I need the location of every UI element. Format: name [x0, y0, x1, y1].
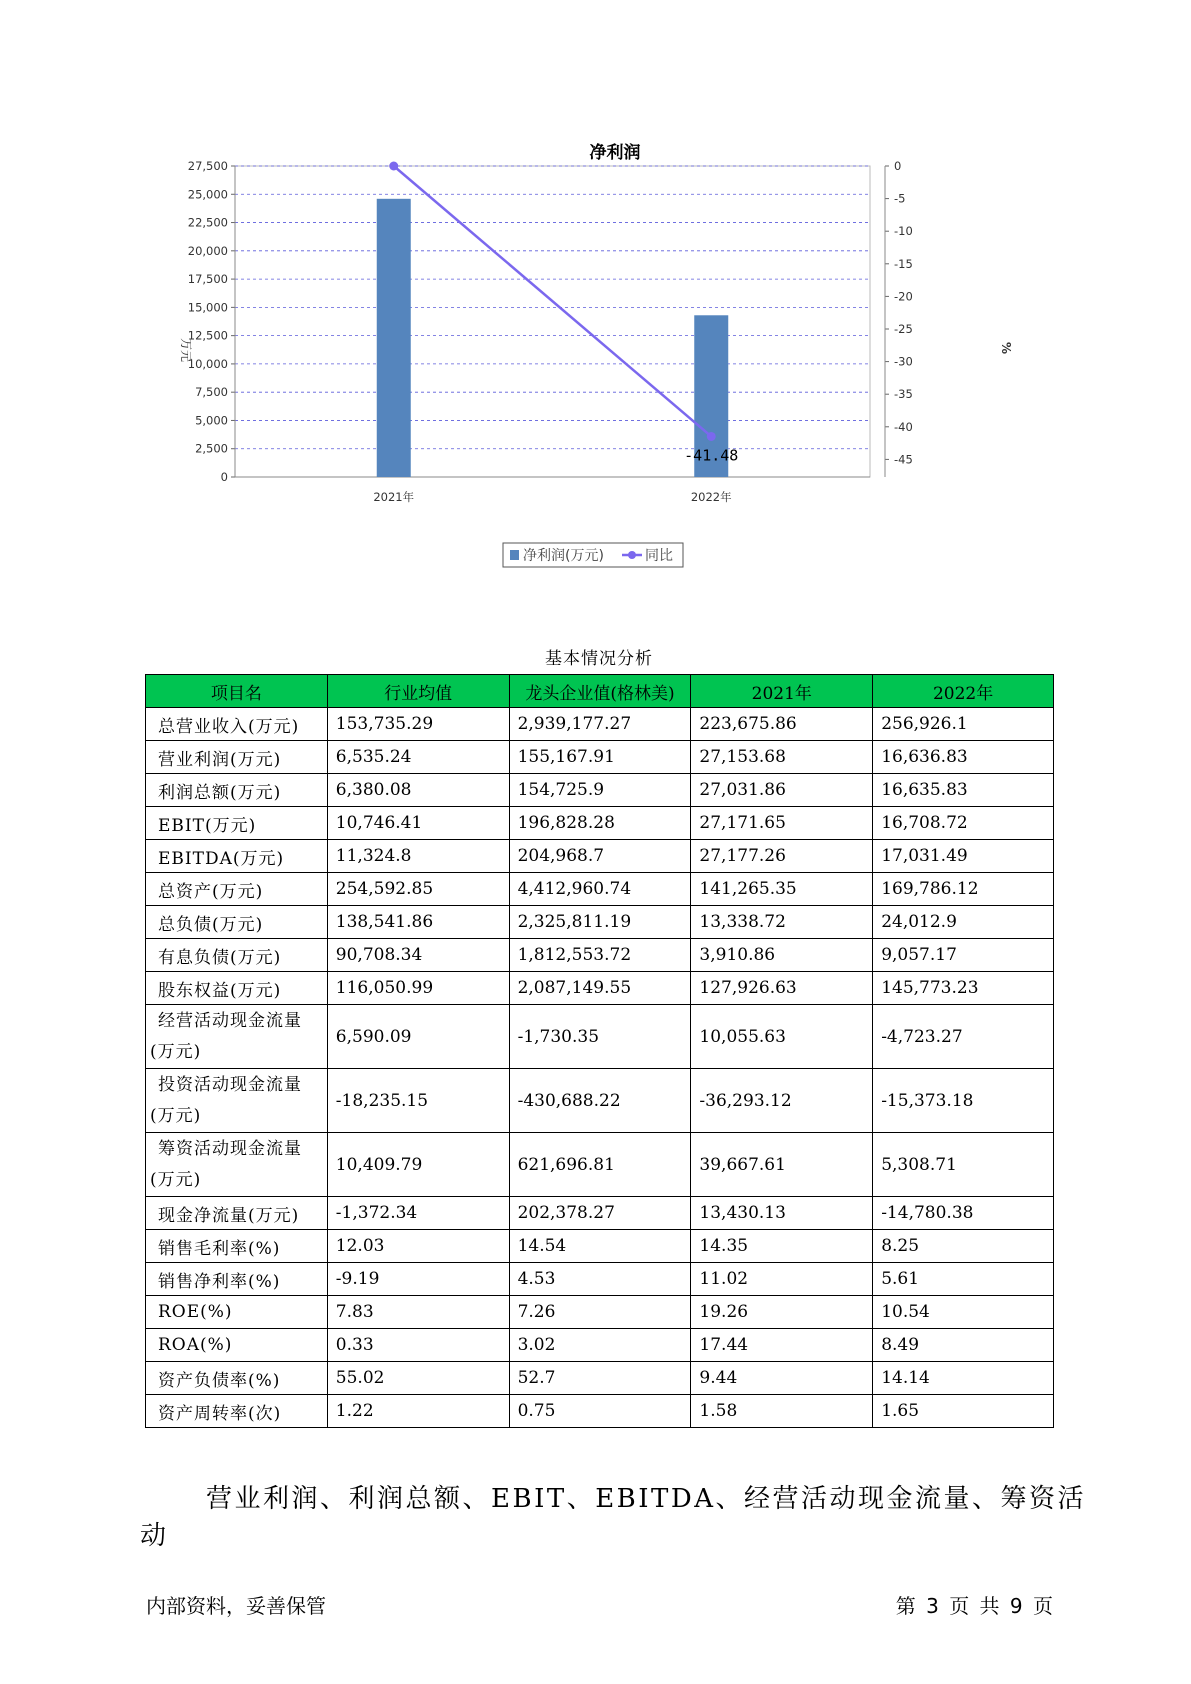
plot-area	[235, 166, 870, 477]
y-tick-label: 25,000	[187, 187, 228, 202]
row-value: 6,535.24	[327, 741, 509, 774]
chart-legend	[503, 543, 683, 567]
row-label	[146, 1069, 328, 1133]
row-value: 17.44	[691, 1329, 873, 1362]
y-tick-label: 20,000	[187, 243, 228, 258]
y-tick-label: 17,500	[187, 272, 228, 287]
table-row	[146, 1329, 1054, 1362]
y2-tick-label: -15	[894, 256, 913, 271]
row-label: EBIT(万元)	[146, 807, 328, 840]
row-value: -14,780.38	[873, 1197, 1054, 1230]
row-label: 利润总额(万元)	[146, 774, 328, 807]
row-value: 4.53	[509, 1263, 691, 1296]
table-row	[146, 873, 1054, 906]
footer-confidential: 内部资料，妥善保管	[146, 1594, 326, 1618]
row-value: 10.54	[873, 1296, 1054, 1329]
row-label: 资产周转率(次)	[146, 1395, 328, 1428]
row-value: 4,412,960.74	[509, 873, 691, 906]
row-value: 52.7	[509, 1362, 691, 1395]
row-label	[146, 1133, 328, 1197]
row-value: -36,293.12	[691, 1069, 873, 1133]
row-value: 1.65	[873, 1395, 1054, 1428]
row-value: 90,708.34	[327, 939, 509, 972]
table-row	[146, 774, 1054, 807]
row-value: 1.22	[327, 1395, 509, 1428]
y2-tick-label: -10	[894, 224, 913, 239]
row-value: 256,926.1	[873, 708, 1054, 741]
y2-tick-label: -30	[894, 354, 913, 369]
y-tick-label: 7,500	[195, 385, 228, 400]
y-tick-label: 5,000	[195, 413, 228, 428]
row-label-line1: 经营活动现金流量	[158, 1010, 302, 1031]
legend-swatch-marker	[628, 551, 636, 559]
row-label-line1: 投资活动现金流量	[158, 1074, 302, 1095]
line-point-yoy	[707, 432, 716, 441]
row-value: 11,324.8	[327, 840, 509, 873]
row-value: 2,939,177.27	[509, 708, 691, 741]
body-paragraph: 营业利润、利润总额、EBIT、EBITDA、经营活动现金流量、筹资活动	[140, 1484, 1087, 1551]
row-value: 169,786.12	[873, 873, 1054, 906]
footer-page-number: 第 3 页 共 9 页	[895, 1594, 1053, 1618]
row-label: ROA(%)	[146, 1329, 328, 1362]
row-value: 10,409.79	[327, 1133, 509, 1197]
row-value: 2,325,811.19	[509, 906, 691, 939]
row-label-line2: (万元)	[150, 1169, 202, 1190]
row-value: 127,926.63	[691, 972, 873, 1005]
table-row	[146, 972, 1054, 1005]
table-row	[146, 1263, 1054, 1296]
table-row	[146, 1133, 1054, 1197]
row-value: -4,723.27	[873, 1005, 1054, 1069]
table-row	[146, 807, 1054, 840]
row-value: 1.58	[691, 1395, 873, 1428]
row-value: 55.02	[327, 1362, 509, 1395]
y-tick-label: 27,500	[187, 159, 228, 173]
row-value: -9.19	[327, 1263, 509, 1296]
row-value: 17,031.49	[873, 840, 1054, 873]
row-value: 6,380.08	[327, 774, 509, 807]
table-row	[146, 1296, 1054, 1329]
row-label: EBITDA(万元)	[146, 840, 328, 873]
y-tick-label: 15,000	[187, 300, 228, 315]
row-value: 202,378.27	[509, 1197, 691, 1230]
row-label: 股东权益(万元)	[146, 972, 328, 1005]
row-value: 3.02	[509, 1329, 691, 1362]
table-row	[146, 840, 1054, 873]
x-tick-label: 2022年	[690, 490, 732, 504]
row-value: -15,373.18	[873, 1069, 1054, 1133]
row-value: 204,968.7	[509, 840, 691, 873]
y2-tick-label: -20	[894, 289, 913, 304]
y2-tick-label: -45	[894, 452, 913, 467]
row-value: 5,308.71	[873, 1133, 1054, 1197]
row-value: 24,012.9	[873, 906, 1054, 939]
row-value: 27,153.68	[691, 741, 873, 774]
row-label-line1: 筹资活动现金流量	[158, 1138, 302, 1159]
row-value: 138,541.86	[327, 906, 509, 939]
table-row	[146, 1395, 1054, 1428]
row-value: 8.49	[873, 1329, 1054, 1362]
row-value: 196,828.28	[509, 807, 691, 840]
chart-grid	[235, 166, 870, 477]
table-row	[146, 939, 1054, 972]
row-label: 总负债(万元)	[146, 906, 328, 939]
row-value: 14.35	[691, 1230, 873, 1263]
y2-tick-label: -25	[894, 321, 913, 336]
row-value: 13,338.72	[691, 906, 873, 939]
row-value: 0.33	[327, 1329, 509, 1362]
row-value: 12.03	[327, 1230, 509, 1263]
y2-tick-label: -5	[894, 191, 906, 206]
row-value: 254,592.85	[327, 873, 509, 906]
row-value: 11.02	[691, 1263, 873, 1296]
row-label: 资产负债率(%)	[146, 1362, 328, 1395]
row-value: 2,087,149.55	[509, 972, 691, 1005]
row-value: 7.26	[509, 1296, 691, 1329]
row-value: 27,171.65	[691, 807, 873, 840]
table-row	[146, 741, 1054, 774]
y-tick-label: 22,500	[187, 215, 228, 230]
table-row	[146, 1069, 1054, 1133]
row-value: 39,667.61	[691, 1133, 873, 1197]
y-tick-label: 10,000	[187, 356, 228, 371]
row-label	[146, 1005, 328, 1069]
y-tick-label: 2,500	[195, 441, 228, 456]
row-label-line2: (万元)	[150, 1105, 202, 1126]
row-label: 销售净利率(%)	[146, 1263, 328, 1296]
legend-label-line: 同比	[645, 548, 673, 564]
y2-tick-label: 0	[894, 159, 902, 173]
row-label: 现金净流量(万元)	[146, 1197, 328, 1230]
row-value: 5.61	[873, 1263, 1054, 1296]
row-value: -430,688.22	[509, 1069, 691, 1133]
row-value: 7.83	[327, 1296, 509, 1329]
row-value: 10,746.41	[327, 807, 509, 840]
y2-tick-label: -35	[894, 387, 913, 402]
row-value: 9.44	[691, 1362, 873, 1395]
y-axis-label: 万元	[179, 337, 193, 363]
table-row	[146, 1197, 1054, 1230]
row-value: 9,057.17	[873, 939, 1054, 972]
row-value: 1,812,553.72	[509, 939, 691, 972]
row-label: 总营业收入(万元)	[146, 708, 328, 741]
row-value: 14.54	[509, 1230, 691, 1263]
header-year-2022: 2022年	[873, 675, 1054, 708]
row-value: 19.26	[691, 1296, 873, 1329]
legend-swatch-bar	[510, 550, 519, 560]
row-value: -1,372.34	[327, 1197, 509, 1230]
row-label: 销售毛利率(%)	[146, 1230, 328, 1263]
table-header-row	[146, 675, 1054, 708]
row-value: 27,031.86	[691, 774, 873, 807]
header-year-2021: 2021年	[691, 675, 873, 708]
data-label-yoy: -41.48	[684, 446, 739, 465]
legend-label-bar: 净利润(万元)	[523, 548, 604, 564]
table-row	[146, 906, 1054, 939]
table-row	[146, 1005, 1054, 1069]
row-value: 116,050.99	[327, 972, 509, 1005]
row-value: 0.75	[509, 1395, 691, 1428]
basic-analysis-table	[145, 674, 1054, 1428]
row-value: -18,235.15	[327, 1069, 509, 1133]
row-value: 153,735.29	[327, 708, 509, 741]
row-value: 14.14	[873, 1362, 1054, 1395]
y2-axis-label: %	[999, 341, 1013, 355]
header-industry-avg: 行业均值	[327, 675, 509, 708]
row-value: 223,675.86	[691, 708, 873, 741]
row-value: 13,430.13	[691, 1197, 873, 1230]
bar-net-profit	[377, 199, 411, 477]
row-label: 总资产(万元)	[146, 873, 328, 906]
row-value: 16,635.83	[873, 774, 1054, 807]
y-tick-label: 12,500	[187, 328, 228, 343]
row-value: 8.25	[873, 1230, 1054, 1263]
line-point-yoy	[389, 162, 398, 171]
row-value: 145,773.23	[873, 972, 1054, 1005]
chart-title: 净利润	[589, 143, 641, 163]
row-label: 营业利润(万元)	[146, 741, 328, 774]
table-caption: 基本情况分析	[545, 649, 653, 669]
row-value: -1,730.35	[509, 1005, 691, 1069]
table-row	[146, 708, 1054, 741]
row-value: 141,265.35	[691, 873, 873, 906]
header-leader-value: 龙头企业值(格林美)	[509, 675, 691, 708]
row-value: 16,708.72	[873, 807, 1054, 840]
row-label: 有息负债(万元)	[146, 939, 328, 972]
table-row	[146, 1362, 1054, 1395]
y2-tick-label: -40	[894, 419, 913, 434]
row-label-line2: (万元)	[150, 1041, 202, 1062]
table-row	[146, 1230, 1054, 1263]
header-item-name: 项目名	[146, 675, 328, 708]
row-value: 155,167.91	[509, 741, 691, 774]
row-value: 621,696.81	[509, 1133, 691, 1197]
row-value: 3,910.86	[691, 939, 873, 972]
row-value: 10,055.63	[691, 1005, 873, 1069]
row-value: 154,725.9	[509, 774, 691, 807]
row-value: 16,636.83	[873, 741, 1054, 774]
row-value: 27,177.26	[691, 840, 873, 873]
x-tick-label: 2021年	[373, 490, 415, 504]
table-body	[146, 708, 1054, 1428]
row-value: 6,590.09	[327, 1005, 509, 1069]
row-label: ROE(%)	[146, 1296, 328, 1329]
y-tick-label: 0	[220, 470, 228, 484]
net-profit-chart	[160, 130, 1060, 600]
